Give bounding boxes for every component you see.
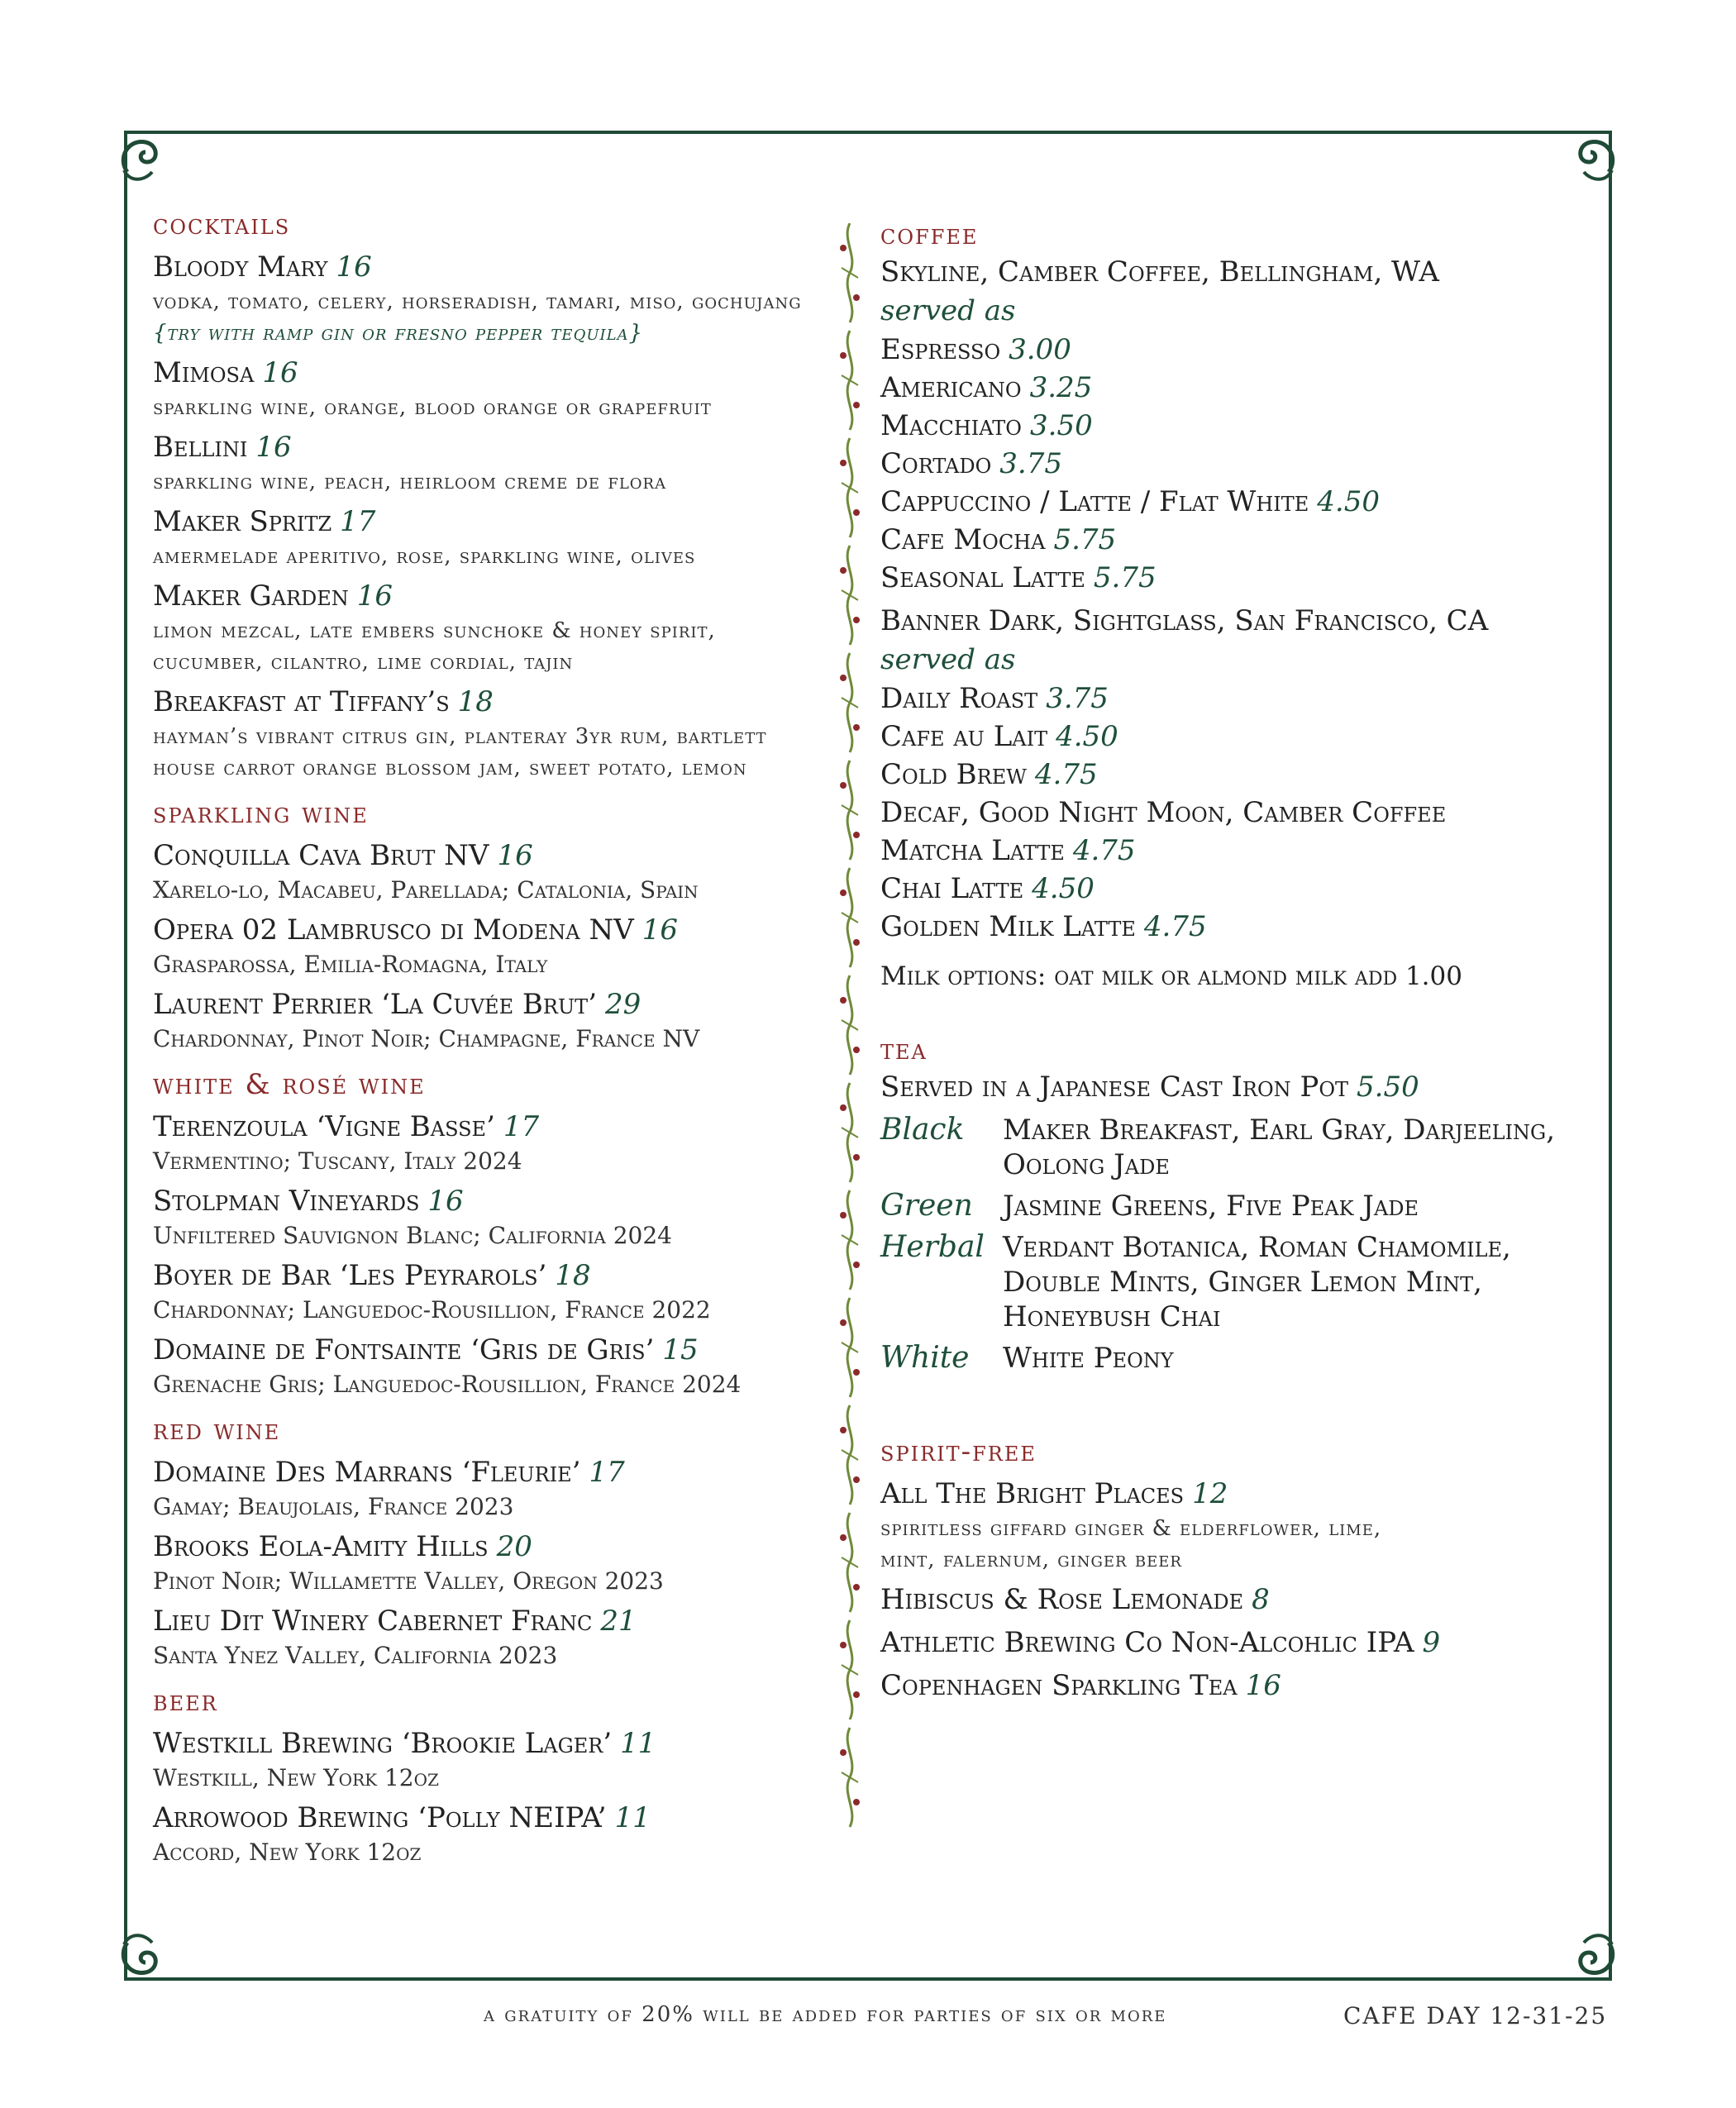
item-name: Brooks Eola-Amity Hills [153, 1530, 489, 1563]
menu-item [153, 911, 831, 980]
tea-served-line: Served in a Japanese Cast Iron Pot [880, 1071, 1349, 1104]
section-heading: beer [153, 1685, 218, 1718]
item-description: Xarelo-lo, Macabeu, Parellada; Catalonia, Spain [153, 876, 699, 904]
item-price: 4.50 [1056, 720, 1118, 753]
coffee-origin: Skyline, Camber Coffee, Bellingham, WA [880, 255, 1439, 289]
coffee-item [880, 407, 1608, 445]
coffee-item [880, 369, 1608, 407]
menu-item [153, 1724, 831, 1794]
item-name: Lieu Dit Winery Cabernet Franc [153, 1605, 593, 1638]
item-note: {try with ramp gin or fresno pepper tequila} [153, 321, 644, 346]
item-description: Chardonnay; Languedoc-Rousillion, France 2022 [153, 1296, 711, 1323]
item-name: Arrowood Brewing ‘Polly NEIPA’ [153, 1801, 607, 1834]
tea-kind: Green [880, 1189, 973, 1223]
spirit-free-section [880, 1433, 1608, 1705]
corner-scroll-icon [1546, 1916, 1620, 1991]
item-name: Matcha Latte [880, 834, 1065, 867]
menu-item [153, 1602, 831, 1672]
menu-item [153, 248, 831, 349]
tea-kind: White [880, 1341, 970, 1375]
tea-row [880, 1189, 1608, 1223]
item-name: Americano [880, 371, 1022, 404]
item-name: Cortado [880, 447, 992, 480]
tea-list: Jasmine Greens, Five Peak Jade [1003, 1190, 1419, 1223]
item-price: 4.50 [1032, 872, 1095, 905]
tea-list: Verdant Botanica, Roman Chamomile, Double Mints, Ginger Lemon Mint, Honeybush Chai [1003, 1231, 1511, 1333]
item-name: Cafe Mocha [880, 523, 1046, 556]
item-name: Cold Brew [880, 758, 1027, 791]
corner-scroll-icon [116, 1916, 190, 1991]
coffee-item [880, 832, 1608, 870]
item-name: Stolpman Vineyards [153, 1185, 420, 1218]
item-price: 3.75 [999, 447, 1062, 480]
item-description: Vermentino; Tuscany, Italy 2024 [153, 1147, 522, 1175]
menu-date: CAFE DAY 12-31-25 [1343, 2002, 1608, 2029]
item-price: 16 [1245, 1669, 1281, 1702]
tea-list: White Peony [1003, 1342, 1174, 1375]
coffee-section [880, 217, 1608, 995]
cocktails-section [153, 207, 831, 784]
item-name: Copenhagen Sparkling Tea [880, 1669, 1238, 1702]
item-price: 16 [262, 356, 298, 389]
item-description: Accord, New York 12oz [153, 1839, 422, 1866]
item-price: 11 [620, 1727, 656, 1760]
item-price: 8 [1252, 1583, 1270, 1616]
item-description: Pinot Noir; Willamette Valley, Oregon 2023 [153, 1567, 664, 1595]
item-price: 5.75 [1093, 561, 1157, 594]
item-name: Golden Milk Latte [880, 910, 1136, 943]
item-description: sparkling wine, orange, blood orange or grapefruit [153, 395, 712, 420]
item-description: Westkill, New York 12oz [153, 1764, 439, 1791]
coffee-item [880, 559, 1608, 597]
menu-item [153, 354, 831, 423]
item-price: 17 [589, 1456, 625, 1489]
item-name: Athletic Brewing Co Non-Alcohlic IPA [880, 1626, 1414, 1659]
vine-divider-icon [835, 223, 865, 1877]
item-price: 9 [1422, 1626, 1441, 1659]
menu-item [153, 837, 831, 906]
menu-item [153, 1257, 831, 1326]
item-description: Grasparossa, Emilia-Romagna, Italy [153, 951, 548, 978]
menu-item [153, 503, 831, 572]
item-name: Boyer de Bar ‘Les Peyrarols’ [153, 1259, 547, 1292]
coffee-list [880, 331, 1608, 597]
item-description: Unfiltered Sauvignon Blanc; California 2024 [153, 1222, 672, 1249]
item-price: 17 [340, 505, 376, 538]
item-description: limon mezcal, late embers sunchoke & honey spirit, cucumber, cilantro, lime cordial, tajin [153, 618, 716, 675]
corner-scroll-icon [116, 124, 190, 198]
coffee-item [880, 483, 1608, 521]
section-heading: cocktails [153, 208, 291, 241]
menu-item [153, 1108, 831, 1177]
item-price: 3.50 [1030, 409, 1093, 442]
menu-item [153, 1182, 831, 1252]
item-price: 11 [614, 1801, 651, 1834]
item-price: 4.75 [1143, 910, 1207, 943]
tea-kind: Herbal [880, 1230, 985, 1264]
item-price: 16 [356, 579, 393, 613]
item-price: 4.75 [1034, 758, 1098, 791]
item-description: Grenache Gris; Languedoc-Rousillion, France 2024 [153, 1371, 742, 1398]
menu-item [153, 1799, 831, 1868]
item-description: Gamay; Beaujolais, France 2023 [153, 1493, 514, 1520]
tea-row [880, 1113, 1608, 1182]
item-name: Macchiato [880, 409, 1022, 442]
item-name: Conquilla Cava Brut NV [153, 839, 489, 872]
menu-item [153, 428, 831, 498]
coffee-item [880, 718, 1608, 756]
item-name: Daily Roast [880, 682, 1038, 715]
item-price: 4.50 [1317, 485, 1380, 518]
menu-item [880, 1475, 1608, 1576]
item-description: Chardonnay, Pinot Noir; Champagne, France NV [153, 1025, 700, 1052]
item-price: 16 [255, 431, 292, 464]
tea-section [880, 1032, 1608, 1376]
item-name: Mimosa [153, 356, 255, 389]
left-column [153, 207, 831, 1868]
item-description: Santa Ynez Valley, California 2023 [153, 1642, 558, 1669]
coffee-origin: Banner Dark, Sightglass, San Francisco, CA [880, 604, 1489, 637]
item-price: 3.00 [1009, 333, 1071, 366]
corner-scroll-icon [1546, 124, 1620, 198]
item-name: Bellini [153, 431, 248, 464]
tea-row [880, 1230, 1608, 1334]
item-name: Domaine de Fontsainte ‘Gris de Gris’ [153, 1333, 655, 1366]
menu-item [880, 1624, 1608, 1662]
item-name: Laurent Perrier ‘La Cuvée Brut’ [153, 988, 597, 1021]
sparkling-section [153, 795, 831, 1055]
item-price: 3.75 [1046, 682, 1109, 715]
coffee-list [880, 832, 1608, 946]
served-as-label: served as [880, 294, 1016, 327]
item-description: hayman’s vibrant citrus gin, planteray 3yr rum, bartlett house carrot orange blossom jam, sweet potato, lemon [153, 724, 767, 780]
coffee-item [880, 331, 1608, 369]
item-description: amermelade aperitivo, rose, sparkling wine, olives [153, 544, 696, 569]
coffee-item [880, 521, 1608, 559]
menu-item [153, 1453, 831, 1523]
section-heading: spirit-free [880, 1435, 1037, 1468]
section-heading: red wine [153, 1414, 281, 1447]
item-name: All The Bright Places [880, 1477, 1185, 1510]
menu-item [880, 1581, 1608, 1619]
section-heading: sparkling wine [153, 797, 369, 830]
tea-list: Maker Breakfast, Earl Gray, Darjeeling, Oolong Jade [1003, 1114, 1556, 1181]
item-description: sparkling wine, peach, heirloom creme de flora [153, 470, 667, 494]
item-price: 12 [1192, 1477, 1228, 1510]
decaf-line: Decaf, Good Night Moon, Camber Coffee [880, 796, 1447, 829]
item-name: Chai Latte [880, 872, 1024, 905]
item-price: 16 [497, 839, 533, 872]
item-name: Westkill Brewing ‘Brookie Lager’ [153, 1727, 613, 1760]
item-price: 3.25 [1029, 371, 1093, 404]
item-name: Bloody Mary [153, 250, 328, 284]
item-price: 15 [662, 1333, 699, 1366]
item-name: Maker Garden [153, 579, 349, 613]
menu-item [153, 985, 831, 1055]
section-heading: coffee [880, 218, 979, 251]
item-price: 5.75 [1053, 523, 1117, 556]
item-price: 29 [605, 988, 641, 1021]
tea-kind: Black [880, 1113, 965, 1147]
menu-item [153, 1331, 831, 1400]
section-heading: tea [880, 1033, 928, 1066]
coffee-item [880, 870, 1608, 908]
beer-section [153, 1683, 831, 1868]
coffee-item [880, 680, 1608, 718]
item-price: 18 [555, 1259, 591, 1292]
item-name: Seasonal Latte [880, 561, 1085, 594]
red-wine-section [153, 1412, 831, 1672]
item-description: spiritless giffard ginger & elderflower, lime, mint, falernum, ginger beer [880, 1516, 1382, 1572]
gratuity-note: a gratuity of 20% will be added for parties of six or more [484, 2002, 1167, 2027]
white-rose-section [153, 1066, 831, 1400]
right-column [880, 217, 1608, 1705]
coffee-item [880, 908, 1608, 946]
milk-options: Milk options: oat milk or almond milk add 1.00 [880, 961, 1462, 991]
tea-row [880, 1341, 1608, 1376]
section-heading: white & rosé wine [153, 1068, 426, 1101]
served-as-label: served as [880, 643, 1016, 676]
item-name: Domaine Des Marrans ‘Fleurie’ [153, 1456, 581, 1489]
item-description: vodka, tomato, celery, horseradish, tamari, miso, gochujang [153, 289, 802, 314]
item-name: Maker Spritz [153, 505, 332, 538]
item-price: 16 [427, 1185, 464, 1218]
item-price: 16 [336, 250, 372, 284]
coffee-item [880, 756, 1608, 794]
item-name: Opera 02 Lambrusco di Modena NV [153, 913, 634, 947]
menu-item [153, 1528, 831, 1597]
coffee-list [880, 680, 1608, 794]
item-name: Terenzoula ‘Vigne Basse’ [153, 1110, 495, 1143]
item-price: 4.75 [1072, 834, 1136, 867]
item-price: 21 [600, 1605, 637, 1638]
menu-item [153, 683, 831, 784]
item-price: 16 [641, 913, 679, 947]
menu-item [153, 577, 831, 678]
coffee-item [880, 445, 1608, 483]
item-price: 20 [496, 1530, 532, 1563]
item-price: 17 [503, 1110, 540, 1143]
item-name: Espresso [880, 333, 1001, 366]
menu-item [880, 1667, 1608, 1705]
item-name: Cafe au Lait [880, 720, 1048, 753]
item-name: Hibiscus & Rose Lemonade [880, 1583, 1244, 1616]
item-name: Cappuccino / Latte / Flat White [880, 485, 1309, 518]
item-name: Breakfast at Tiffany’s [153, 685, 450, 718]
tea-price: 5.50 [1357, 1071, 1419, 1104]
item-price: 18 [457, 685, 494, 718]
